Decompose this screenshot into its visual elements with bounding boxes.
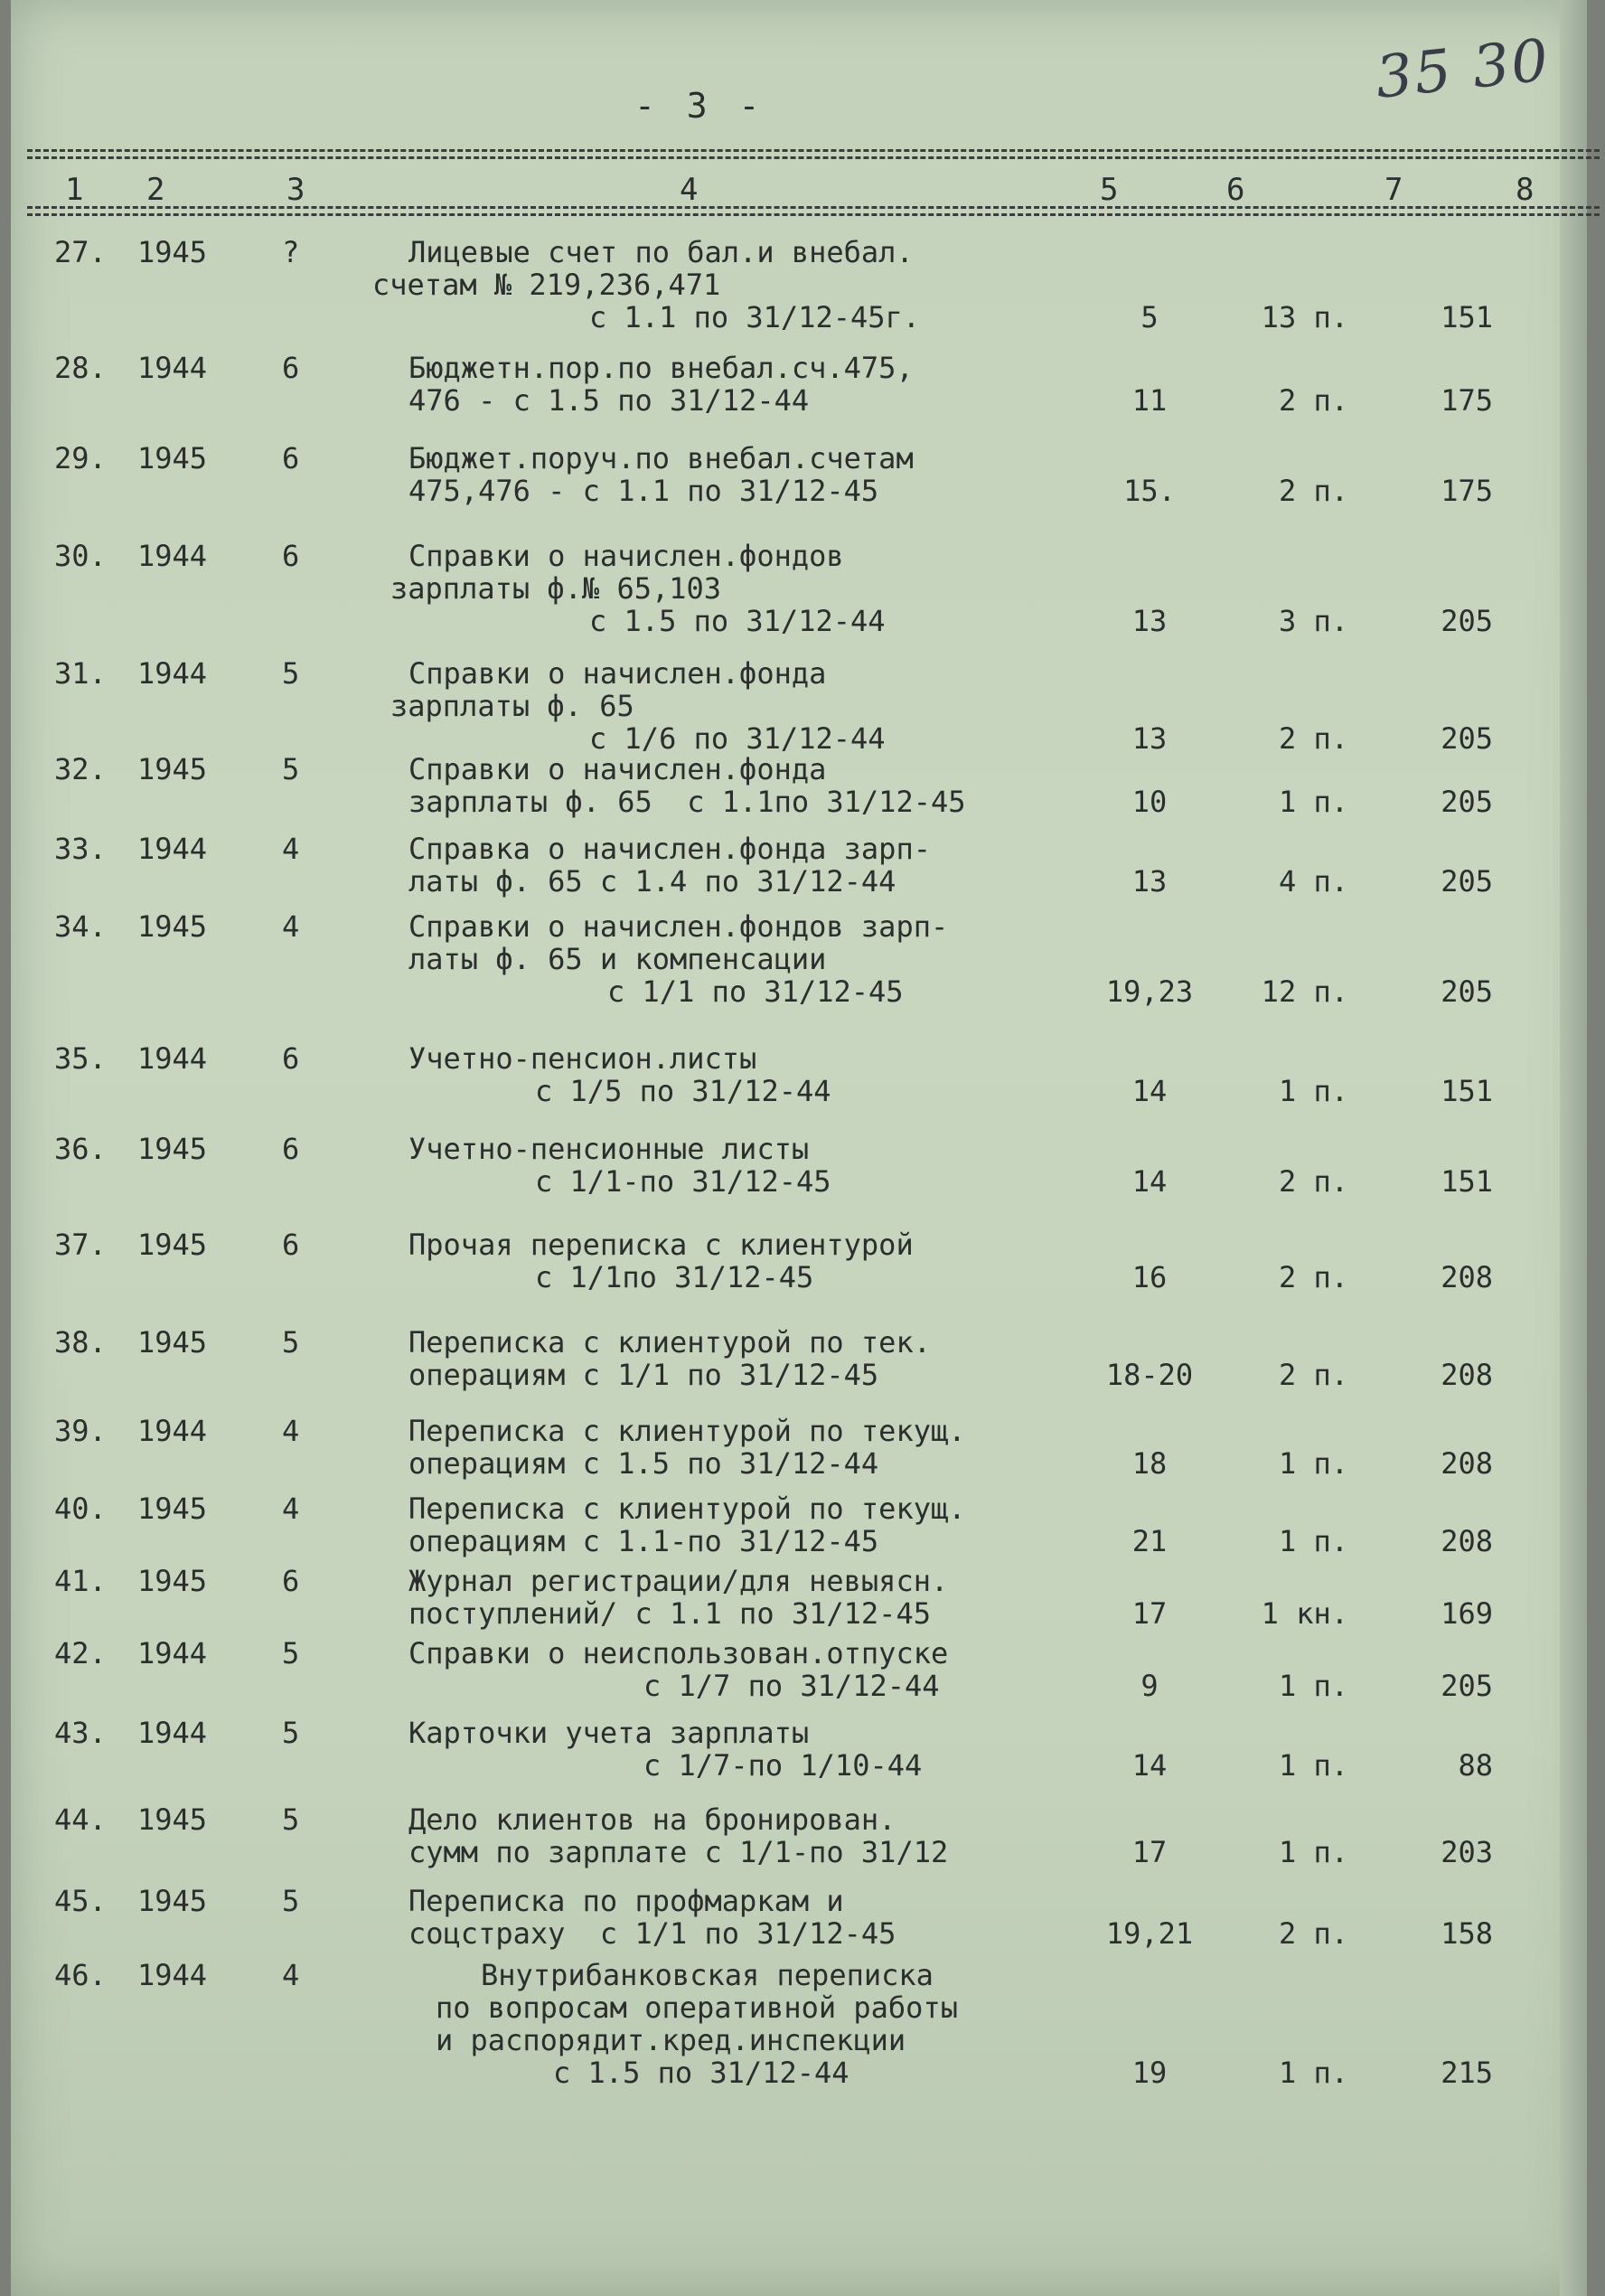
row-col3: 5 — [282, 1325, 300, 1360]
row-col3: 5 — [282, 1802, 300, 1837]
row-description-line: Справка о начислен.фонда зарп- — [408, 832, 931, 866]
row-col5: 19,21 — [1105, 1916, 1194, 1951]
row-col6: 4 п. — [1278, 864, 1348, 899]
row-year: 1945 — [137, 1132, 208, 1166]
row-col7: 151 — [1441, 300, 1493, 334]
row-col5: 18 — [1131, 1446, 1168, 1481]
row-col7: 205 — [1441, 974, 1493, 1009]
row-year: 1945 — [137, 1884, 208, 1918]
row-number: 34. — [54, 909, 107, 944]
row-col3: 6 — [282, 539, 300, 573]
row-col6: 1 п. — [1278, 2056, 1348, 2090]
row-col5: 19 — [1131, 2056, 1168, 2090]
row-number: 42. — [54, 1636, 107, 1670]
row-col6: 1 п. — [1278, 1446, 1348, 1481]
handwritten-archive-mark: 35 30 — [1372, 27, 1553, 112]
row-number: 29. — [54, 441, 107, 475]
row-description-line: Учетно-пенсион.листы — [408, 1041, 757, 1076]
page-edge — [1560, 0, 1587, 2296]
row-number: 39. — [54, 1414, 107, 1448]
row-col7: 151 — [1441, 1074, 1493, 1108]
row-number: 38. — [54, 1325, 107, 1360]
row-col5: 13 — [1131, 604, 1168, 638]
row-year: 1945 — [137, 235, 208, 269]
row-description-line: Лицевые счет по бал.и внебал. — [408, 235, 914, 269]
row-description-line: Переписка с клиентурой по текущ. — [408, 1414, 966, 1448]
row-number: 41. — [54, 1564, 107, 1598]
col-header-4: 4 — [680, 172, 699, 208]
row-col7: 175 — [1441, 383, 1493, 418]
row-col6: 1 п. — [1278, 785, 1348, 819]
row-description-line: Журнал регистрации/для невыясн. — [408, 1564, 949, 1598]
row-number: 37. — [54, 1228, 107, 1262]
row-description-line: зарплаты ф. 65 с 1.1по 31/12-45 — [408, 785, 966, 819]
row-col6: 2 п. — [1278, 383, 1348, 418]
row-number: 46. — [54, 1958, 107, 1992]
row-description-line: и распорядит.кред.инспекции — [436, 2023, 906, 2057]
row-year: 1944 — [137, 539, 208, 573]
row-description-line: с 1/7 по 31/12-44 — [643, 1669, 940, 1703]
row-col7: 208 — [1441, 1524, 1493, 1558]
row-year: 1944 — [137, 1636, 208, 1670]
row-col5: 13 — [1131, 864, 1168, 899]
row-col7: 208 — [1441, 1446, 1493, 1481]
row-number: 43. — [54, 1716, 107, 1750]
row-col6: 2 п. — [1278, 1916, 1348, 1951]
row-col7: 205 — [1441, 1669, 1493, 1703]
col-header-1: 1 — [65, 172, 84, 208]
row-col5: 15. — [1123, 474, 1176, 508]
row-description-line: Дело клиентов на бронирован. — [408, 1802, 896, 1837]
row-col5: 10 — [1131, 785, 1168, 819]
row-col6: 1 кн. — [1261, 1596, 1348, 1631]
row-col3: 5 — [282, 656, 300, 691]
row-col3: 5 — [282, 752, 300, 786]
col-header-6: 6 — [1226, 172, 1245, 208]
row-description-line: зарплаты ф. 65 — [390, 689, 634, 723]
row-description-line: Учетно-пенсионные листы — [408, 1132, 810, 1166]
row-col5: 14 — [1131, 1164, 1168, 1199]
row-year: 1945 — [137, 1564, 208, 1598]
col-header-5: 5 — [1100, 172, 1119, 208]
row-col5: 19,23 — [1105, 974, 1194, 1009]
row-col3: 6 — [282, 351, 300, 385]
row-year: 1945 — [137, 1802, 208, 1837]
row-description-line: по вопросам оперативной работы — [436, 1990, 958, 2025]
row-year: 1945 — [137, 1491, 208, 1526]
row-description-line: зарплаты ф.№ 65,103 — [390, 571, 722, 606]
row-col5: 21 — [1131, 1524, 1168, 1558]
row-description-line: операциям с 1.1-по 31/12-45 — [408, 1524, 879, 1558]
row-number: 45. — [54, 1884, 107, 1918]
row-year: 1944 — [137, 1958, 208, 1992]
row-description-line: Справки о начислен.фондов — [408, 539, 844, 573]
row-col5: 14 — [1131, 1074, 1168, 1108]
row-col3: 5 — [282, 1884, 300, 1918]
row-year: 1944 — [137, 1716, 208, 1750]
row-col7: 205 — [1441, 785, 1493, 819]
row-description-line: Внутрибанковская переписка — [481, 1958, 934, 1992]
row-number: 36. — [54, 1132, 107, 1166]
row-col7: 208 — [1441, 1358, 1493, 1392]
row-col7: 205 — [1441, 604, 1493, 638]
row-col5: 16 — [1131, 1260, 1168, 1294]
row-description-line: операциям с 1.5 по 31/12-44 — [408, 1446, 879, 1481]
row-col5: 9 — [1140, 1669, 1159, 1703]
row-col7: 169 — [1441, 1596, 1493, 1631]
row-col3: 6 — [282, 1132, 300, 1166]
row-description-line: с 1/1 по 31/12-45 — [607, 974, 904, 1009]
row-description-line: Карточки учета зарплаты — [408, 1716, 810, 1750]
col-header-3: 3 — [286, 172, 305, 208]
row-col7: 208 — [1441, 1260, 1493, 1294]
row-col6: 2 п. — [1278, 1260, 1348, 1294]
row-description-line: Справки о начислен.фондов зарп- — [408, 909, 949, 944]
row-col7: 158 — [1441, 1916, 1493, 1951]
row-description-line: с 1/1по 31/12-45 — [535, 1260, 814, 1294]
row-col5: 17 — [1131, 1835, 1168, 1869]
row-year: 1944 — [137, 1414, 208, 1448]
row-col5: 11 — [1131, 383, 1168, 418]
row-description-line: счетам № 219,236,471 — [372, 268, 721, 302]
header-rule-top-2 — [27, 156, 1600, 159]
row-col3: 4 — [282, 1958, 300, 1992]
row-col6: 1 п. — [1278, 1669, 1348, 1703]
row-col3: 4 — [282, 1491, 300, 1526]
row-col6: 12 п. — [1261, 974, 1348, 1009]
row-description-line: с 1/6 по 31/12-44 — [589, 721, 886, 756]
row-col7: 215 — [1441, 2056, 1493, 2090]
row-description-line: Переписка с клиентурой по тек. — [408, 1325, 931, 1360]
row-number: 28. — [54, 351, 107, 385]
row-col3: 4 — [282, 832, 300, 866]
row-description-line: с 1.5 по 31/12-44 — [589, 604, 886, 638]
row-description-line: с 1.5 по 31/12-44 — [553, 2056, 849, 2090]
row-col6: 1 п. — [1278, 1074, 1348, 1108]
row-year: 1944 — [137, 832, 208, 866]
row-col7: 151 — [1441, 1164, 1493, 1199]
row-description-line: 476 - с 1.5 по 31/12-44 — [408, 383, 810, 418]
row-description-line: Бюджет.поруч.по внебал.счетам — [408, 441, 914, 475]
row-description-line: соцстраху с 1/1 по 31/12-45 — [408, 1916, 896, 1951]
archive-document-page — [11, 0, 1587, 2296]
row-description-line: Переписка с клиентурой по текущ. — [408, 1491, 966, 1526]
row-col7: 203 — [1441, 1835, 1493, 1869]
row-col6: 3 п. — [1278, 604, 1348, 638]
row-description-line: Справки о начислен.фонда — [408, 656, 827, 691]
row-description-line: сумм по зарплате с 1/1-по 31/12 — [408, 1835, 949, 1869]
row-number: 27. — [54, 235, 107, 269]
row-year: 1945 — [137, 1325, 208, 1360]
row-description-line: Переписка по профмаркам и — [408, 1884, 844, 1918]
row-description-line: Бюджетн.пор.по внебал.сч.475, — [408, 351, 914, 385]
row-col6: 1 п. — [1278, 1748, 1348, 1783]
row-number: 40. — [54, 1491, 107, 1526]
row-number: 30. — [54, 539, 107, 573]
row-col3: 5 — [282, 1716, 300, 1750]
row-year: 1944 — [137, 656, 208, 691]
col-header-2: 2 — [146, 172, 165, 208]
row-col6: 2 п. — [1278, 721, 1348, 756]
row-description-line: Справки о начислен.фонда — [408, 752, 827, 786]
row-col3: 6 — [282, 1041, 300, 1076]
row-col3: 5 — [282, 1636, 300, 1670]
row-year: 1945 — [137, 752, 208, 786]
row-col6: 2 п. — [1278, 1164, 1348, 1199]
row-description-line: Прочая переписка с клиентурой — [408, 1228, 914, 1262]
row-col3: 4 — [282, 1414, 300, 1448]
row-year: 1945 — [137, 441, 208, 475]
row-description-line: Справки о неиспользован.отпуске — [408, 1636, 949, 1670]
header-rule-top — [27, 149, 1600, 152]
row-description-line: латы ф. 65 и компенсации — [408, 942, 827, 976]
row-col3: 4 — [282, 909, 300, 944]
row-col7: 88 — [1458, 1748, 1493, 1783]
row-number: 32. — [54, 752, 107, 786]
row-col5: 17 — [1131, 1596, 1168, 1631]
page-number: - 3 - — [634, 86, 765, 126]
row-number: 31. — [54, 656, 107, 691]
row-col7: 175 — [1441, 474, 1493, 508]
row-col6: 13 п. — [1261, 300, 1348, 334]
row-number: 35. — [54, 1041, 107, 1076]
row-col3: 6 — [282, 1228, 300, 1262]
row-col5: 14 — [1131, 1748, 1168, 1783]
row-description-line: с 1/7-по 1/10-44 — [643, 1748, 923, 1783]
row-number: 33. — [54, 832, 107, 866]
row-year: 1945 — [137, 909, 208, 944]
row-col3: 6 — [282, 1564, 300, 1598]
row-description-line: с 1/5 по 31/12-44 — [535, 1074, 831, 1108]
row-description-line: с 1.1 по 31/12-45г. — [589, 300, 921, 334]
row-year: 1944 — [137, 1041, 208, 1076]
row-col5: 13 — [1131, 721, 1168, 756]
row-col5: 18-20 — [1105, 1358, 1194, 1392]
row-year: 1944 — [137, 351, 208, 385]
row-description-line: поступлений/ с 1.1 по 31/12-45 — [408, 1596, 931, 1631]
col-header-7: 7 — [1384, 172, 1403, 208]
header-rule-bottom — [27, 206, 1600, 209]
row-col6: 1 п. — [1278, 1524, 1348, 1558]
row-year: 1945 — [137, 1228, 208, 1262]
row-col3: ? — [282, 235, 300, 269]
row-col5: 5 — [1140, 300, 1159, 334]
row-col6: 2 п. — [1278, 474, 1348, 508]
row-col6: 2 п. — [1278, 1358, 1348, 1392]
row-col7: 205 — [1441, 864, 1493, 899]
row-col3: 6 — [282, 441, 300, 475]
row-description-line: операциям с 1/1 по 31/12-45 — [408, 1358, 879, 1392]
header-rule-bottom-2 — [27, 213, 1600, 216]
row-number: 44. — [54, 1802, 107, 1837]
row-description-line: 475,476 - с 1.1 по 31/12-45 — [408, 474, 879, 508]
row-description-line: с 1/1-по 31/12-45 — [535, 1164, 831, 1199]
row-col6: 1 п. — [1278, 1835, 1348, 1869]
col-header-8: 8 — [1516, 172, 1535, 208]
row-col7: 205 — [1441, 721, 1493, 756]
row-description-line: латы ф. 65 с 1.4 по 31/12-44 — [408, 864, 896, 899]
